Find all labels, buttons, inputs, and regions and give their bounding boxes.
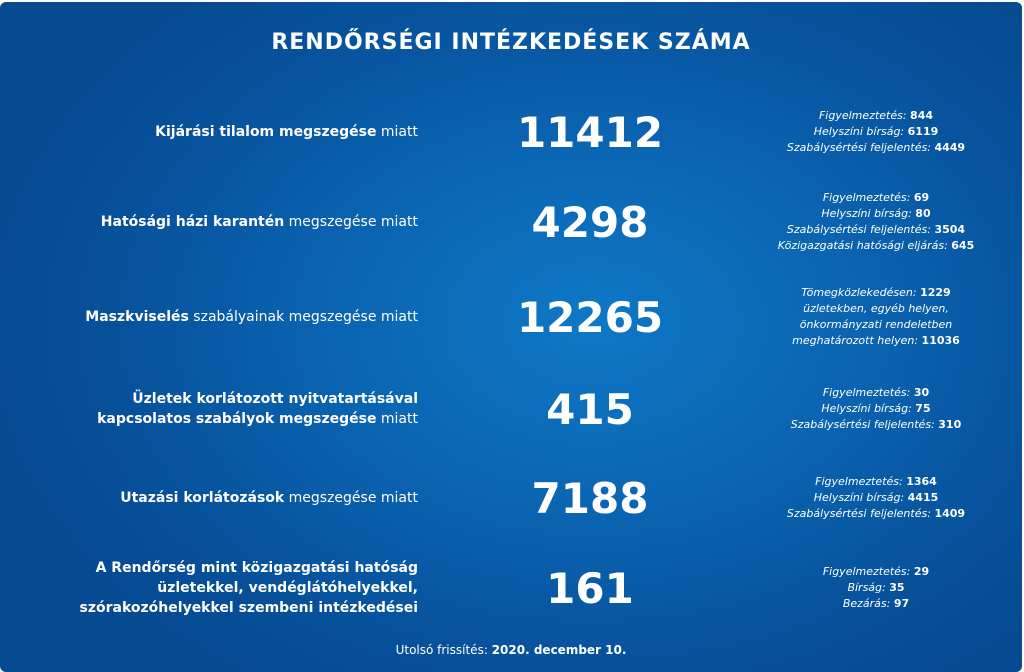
detail-item: Bírság: 35 <box>847 581 905 594</box>
stat-row-travel <box>0 458 1022 538</box>
row-label-bold: Üzletek korlátozott nyitvatartásával kapcsolatos szabályok megszegése <box>97 391 418 427</box>
row-label <box>40 277 418 357</box>
row-label-rest: szabályainak megszegése miatt <box>188 309 418 325</box>
row-total: 415 <box>546 384 634 434</box>
detail-item: Helyszíni bírság: 75 <box>821 402 931 415</box>
detail-item: Helyszíni bírság: 4415 <box>813 491 939 504</box>
row-details <box>756 92 996 172</box>
detail-item: Szabálysértési feljelentés: 4449 <box>786 141 966 154</box>
row-label-rest: megszegése miatt <box>284 214 418 230</box>
stat-row-curfew <box>0 92 1022 172</box>
row-label-bold: A Rendőrség mint közigazgatási hatóság üzletekkel, vendéglátóhelyekkel, szórakozóhelyekkel szembeni intézkedései <box>79 560 418 616</box>
row-label <box>40 369 418 449</box>
detail-item: Tömegközlekedésen: 1229 <box>801 286 951 299</box>
row-total: 12265 <box>516 292 664 342</box>
stat-row-authority <box>0 548 1022 628</box>
detail-item: Szabálysértési feljelentés: 3504 <box>786 223 966 236</box>
row-label-rest: miatt <box>376 124 418 140</box>
row-label-rest: miatt <box>376 411 418 427</box>
last-updated <box>0 643 1022 657</box>
detail-item: üzletekben, egyéb helyen, <box>803 302 949 315</box>
stat-row-shop-hours <box>0 369 1022 449</box>
row-details <box>756 548 996 628</box>
row-total: 11412 <box>516 107 664 157</box>
row-total: 4298 <box>531 197 649 247</box>
detail-item: Helyszíni bírság: 80 <box>821 207 931 220</box>
row-total: 161 <box>546 563 634 613</box>
page-title: RENDŐRSÉGI INTÉZKEDÉSEK SZÁMA <box>271 30 751 55</box>
row-details <box>756 458 996 538</box>
stat-row-quarantine <box>0 182 1022 262</box>
last-updated-date: 2020. december 10. <box>491 643 627 657</box>
detail-item: Figyelmeztetés: 29 <box>822 565 930 578</box>
row-label-bold: Kijárási tilalom megszegése <box>155 124 377 140</box>
detail-item: Figyelmeztetés: 844 <box>818 109 934 122</box>
detail-item: Szabálysértési feljelentés: 310 <box>790 418 962 431</box>
row-label-bold: Maszkviselés <box>85 309 189 325</box>
row-details <box>756 182 996 262</box>
row-details <box>756 277 996 357</box>
row-label <box>40 182 418 262</box>
row-total: 7188 <box>531 473 649 523</box>
last-updated-label: Utolsó frissítés: <box>395 643 488 657</box>
detail-item: Szabálysértési feljelentés: 1409 <box>786 507 966 520</box>
detail-item: Bezárás: 97 <box>842 597 910 610</box>
detail-item: önkormányzati rendeletben <box>799 318 953 331</box>
row-label-bold: Hatósági házi karantén <box>100 214 285 230</box>
detail-item: meghatározott helyen: 11036 <box>792 334 960 347</box>
row-label-rest: megszegése miatt <box>284 490 418 506</box>
row-label <box>40 548 418 628</box>
detail-item: Helyszíni bírság: 6119 <box>813 125 939 138</box>
row-label-bold: Utazási korlátozások <box>120 490 285 506</box>
detail-item: Közigazgatási hatósági eljárás: 645 <box>777 239 975 252</box>
detail-item: Figyelmeztetés: 69 <box>822 191 930 204</box>
stats-panel <box>0 2 1022 672</box>
row-label <box>40 458 418 538</box>
stat-row-masks <box>0 277 1022 357</box>
detail-item: Figyelmeztetés: 30 <box>822 386 930 399</box>
row-details <box>756 369 996 449</box>
row-label <box>40 92 418 172</box>
detail-item: Figyelmeztetés: 1364 <box>815 475 937 488</box>
